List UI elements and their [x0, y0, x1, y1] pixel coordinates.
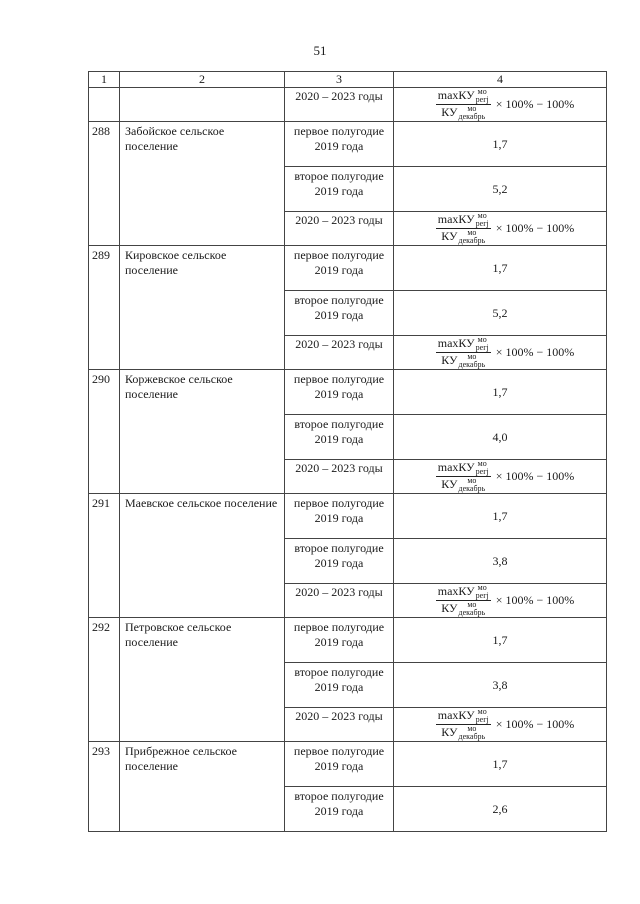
value-cell: 5,2: [394, 291, 607, 336]
formula-tail: × 100% − 100%: [495, 593, 575, 607]
formula-numerator: maxКУ мо pегj: [437, 583, 489, 600]
page-number: 51: [313, 43, 327, 58]
period-cell: второе полугодие 2019 года: [285, 539, 394, 584]
period-cell: 2020 – 2023 годы: [285, 584, 394, 618]
formula: [394, 708, 606, 741]
value-cell: 1,7: [394, 122, 607, 167]
value-cell: 3,8: [394, 663, 607, 708]
value-cell: 4,0: [394, 415, 607, 460]
settlement-name: Коржевское сельское поселение: [120, 370, 285, 494]
formula: [394, 460, 606, 493]
table-header-row: [89, 72, 607, 88]
period-cell: первое полугодие 2019 года: [285, 618, 394, 663]
period-cell: 2020 – 2023 годы: [285, 708, 394, 742]
settlement-name: Маевское сельское поселение: [120, 494, 285, 618]
period-cell: второе полугодие 2019 года: [285, 787, 394, 832]
period-cell: первое полугодие 2019 года: [285, 494, 394, 539]
formula-fraction: [436, 708, 491, 741]
row-number: 293: [89, 742, 120, 832]
settlement-name: Кировское сельское поселение: [120, 246, 285, 370]
period-cell: 2020 – 2023 годы: [285, 212, 394, 246]
value-cell: 1,7: [394, 742, 607, 787]
row-number: 291: [89, 494, 120, 618]
value-cell: 5,2: [394, 167, 607, 212]
formula-fraction: [436, 336, 491, 369]
period-cell: первое полугодие 2019 года: [285, 246, 394, 291]
formula-cell: [394, 336, 607, 370]
value-cell: 2,6: [394, 787, 607, 832]
table-row: [89, 88, 607, 122]
period-cell: 2020 – 2023 годы: [285, 336, 394, 370]
settlements-table: [88, 71, 607, 832]
formula-cell: [394, 212, 607, 246]
formula-denominator: КУ мо декабрь: [441, 476, 486, 493]
period-cell: 2020 – 2023 годы: [285, 460, 394, 494]
formula-cell: [394, 460, 607, 494]
value-cell: 3,8: [394, 539, 607, 584]
formula-fraction: [436, 88, 491, 121]
formula-numerator: maxКУ мо pегj: [437, 87, 489, 104]
period-cell: второе полугодие 2019 года: [285, 291, 394, 336]
formula-numerator: maxКУ мо pегj: [437, 459, 489, 476]
formula-denominator: КУ мо декабрь: [441, 104, 486, 121]
settlement-name: Забойское сельское поселение: [120, 122, 285, 246]
formula-tail: × 100% − 100%: [495, 469, 575, 483]
table-row: [89, 246, 607, 291]
period-cell: первое полугодие 2019 года: [285, 370, 394, 415]
settlement-name: Петровское сельское поселение: [120, 618, 285, 742]
value-cell: 1,7: [394, 370, 607, 415]
row-number: 288: [89, 122, 120, 246]
settlement-name: [120, 88, 285, 122]
formula-denominator: КУ мо декабрь: [441, 600, 486, 617]
formula-cell: [394, 708, 607, 742]
period-cell: 2020 – 2023 годы: [285, 88, 394, 122]
column-header: 2: [120, 72, 285, 88]
row-number: 290: [89, 370, 120, 494]
formula-tail: × 100% − 100%: [495, 345, 575, 359]
period-cell: второе полугодие 2019 года: [285, 663, 394, 708]
table-row: [89, 122, 607, 167]
formula: [394, 88, 606, 121]
formula: [394, 584, 606, 617]
formula-tail: × 100% − 100%: [495, 717, 575, 731]
formula-cell: [394, 88, 607, 122]
value-cell: 1,7: [394, 246, 607, 291]
period-cell: второе полугодие 2019 года: [285, 167, 394, 212]
formula-fraction: [436, 584, 491, 617]
value-cell: 1,7: [394, 494, 607, 539]
formula-denominator: КУ мо декабрь: [441, 352, 486, 369]
table-row: [89, 742, 607, 787]
formula-tail: × 100% − 100%: [495, 97, 575, 111]
formula-cell: [394, 584, 607, 618]
row-number: [89, 88, 120, 122]
column-header: 3: [285, 72, 394, 88]
table-row: [89, 618, 607, 663]
formula: [394, 336, 606, 369]
formula-denominator: КУ мо декабрь: [441, 228, 486, 245]
table-row: [89, 370, 607, 415]
column-header: 1: [89, 72, 120, 88]
formula-numerator: maxКУ мо pегj: [437, 335, 489, 352]
row-number: 289: [89, 246, 120, 370]
formula-numerator: maxКУ мо pегj: [437, 211, 489, 228]
formula-fraction: [436, 212, 491, 245]
period-cell: первое полугодие 2019 года: [285, 122, 394, 167]
row-number: 292: [89, 618, 120, 742]
period-cell: второе полугодие 2019 года: [285, 415, 394, 460]
formula-numerator: maxКУ мо pегj: [437, 707, 489, 724]
formula: [394, 212, 606, 245]
formula-fraction: [436, 460, 491, 493]
formula-tail: × 100% − 100%: [495, 221, 575, 235]
settlement-name: Прибрежное сельское поселение: [120, 742, 285, 832]
table-row: [89, 494, 607, 539]
column-header: 4: [394, 72, 607, 88]
period-cell: первое полугодие 2019 года: [285, 742, 394, 787]
formula-denominator: КУ мо декабрь: [441, 724, 486, 741]
value-cell: 1,7: [394, 618, 607, 663]
